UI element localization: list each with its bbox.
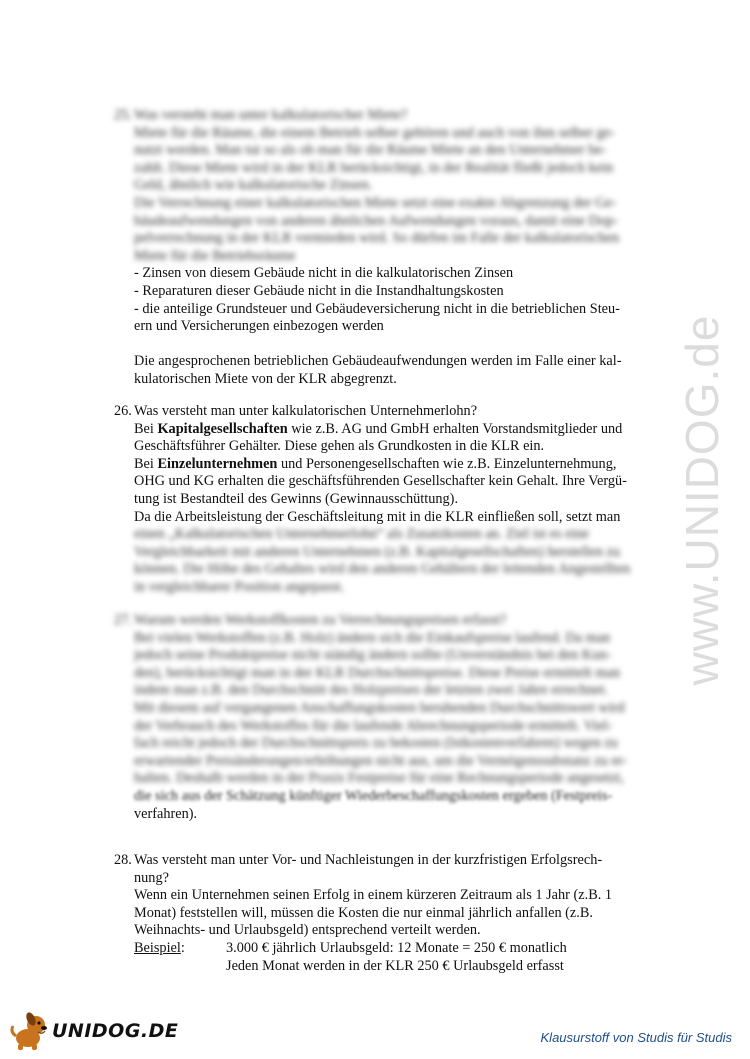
text-line: Bei vielen Werkstoffen (z.B. Holz) ändern sich die Einkaufspreise laufend. Da man	[134, 629, 611, 646]
text-line: pelverrechnung in der KLR vermieden wird. So dürfen im Falle der kalkulatorischen	[134, 230, 620, 247]
example-text: Jeden Monat werden in der KLR 250 € Urlaubsgeld erfasst	[226, 957, 564, 974]
text-line: kulatorischen Miete von der KLR abgegrenzt.	[134, 370, 397, 387]
text-line: Monat) feststellen will, müssen die Kosten die nur einmal jährlich anfallen (z.B.	[134, 904, 593, 921]
example-text: 3.000 € jährlich Urlaubsgeld: 12 Monate = 250 € monatlich	[226, 939, 567, 956]
text-line: Bei Einzelunternehmen und Personengesellschaften wie z.B. Einzelunternehmung,	[134, 455, 617, 472]
question-26	[114, 403, 654, 597]
text-line: nutzt werden. Man tut so als ob man für die Räume Miete an den Unternehmer be-	[134, 142, 607, 159]
text-line: in vergleichbarer Position angepasst.	[134, 578, 345, 595]
text-line: Warum werden Werkstoffkosten zu Verrechnungspreisen erfasst?	[134, 612, 507, 628]
text-line: ern und Versicherungen einbezogen werden	[134, 318, 384, 335]
dog-icon	[8, 1008, 52, 1052]
blurred-paragraph	[134, 612, 654, 788]
text-line: indem man z.B. den Durchschnitt des Holzpreises der letzten zwei Jahre errechnet.	[134, 682, 608, 699]
logo-text: UNIDOG.DE	[52, 1020, 179, 1042]
text-line: zahlt. Diese Miete wird in der KLR berücksichtigt, in der Realität fließt jedoch kein	[134, 159, 614, 176]
text-line: Die angesprochenen betrieblichen Gebäudeaufwendungen werden im Falle einer kal-	[134, 353, 622, 370]
text-line: Da die Arbeitsleistung der Geschäftsleitung mit in die KLR einfließen soll, setzt man	[134, 508, 621, 525]
question-number: 27.	[114, 612, 132, 628]
footer-tagline: Klausurstoff von Studis für Studis	[540, 1030, 732, 1045]
text-line: Wenn ein Unternehmen seinen Erfolg in einem kürzeren Zeitraum als 1 Jahr (z.B. 1	[134, 887, 613, 904]
question-text: nung?	[134, 869, 169, 886]
text-line: können. Die Höhe des Gehaltes wird den anderen Gehältern der leitenden Angestellten	[134, 561, 631, 578]
text-line: Geld, ähnlich wie kalkulatorische Zinsen.	[134, 177, 373, 194]
text-line: Miete für die Räume, die einem Betrieb selber gehören und auch von ihm selber ge-	[134, 124, 615, 141]
bold-term: Einzelunternehmen	[157, 455, 278, 472]
text-line: den), berücksichtigt man in der KLR Durchschnittspreise. Diese Preise ermittelt man	[134, 664, 620, 681]
text-line: der Verbrauch des Werkstoffes für die laufende Abrechnungsperiode ermittelt. Viel-	[134, 717, 613, 734]
watermark-text: www.UNIDOG.de	[676, 314, 728, 686]
question-number: 25.	[114, 107, 132, 123]
watermark	[672, 270, 732, 730]
text-line: tung ist Bestandteil des Gewinns (Gewinnausschüttung).	[134, 490, 459, 507]
blurred-paragraph	[134, 107, 654, 265]
unidog-logo[interactable]	[8, 1008, 179, 1052]
example-line: Beispiel: 3.000 € jährlich Urlaubsgeld: 12 Monate = 250 € monatlich	[134, 939, 567, 956]
text-line: jedoch seine Produktpreise nicht ständig ändern sollte (Unverständnis bei den Kun-	[134, 647, 612, 664]
question-28	[114, 852, 654, 975]
question-text: Was versteht man unter Vor- und Nachleistungen in der kurzfristigen Erfolgsrech-	[134, 852, 603, 868]
text-line: Bei Kapitalgesellschaften wie z.B. AG und GmbH erhalten Vorstandsmitglieder und	[134, 420, 623, 437]
text-line: erwartender Preisänderungen/erhöhungen nicht aus, um die Vermögenssubstanz zu er-	[134, 752, 627, 769]
example-line	[134, 958, 654, 976]
text-line: einen „Kalkulatorischen Unternehmerlohn“ als Zusatzkosten an. Ziel ist es eine	[134, 526, 589, 543]
text-line: Mit diesem auf vergangenen Anschaffungskosten beruhenden Durchschnittswert wird	[134, 699, 625, 716]
question-text: Was versteht man unter kalkulatorischen Unternehmerlohn?	[134, 403, 478, 419]
text-line: Geschäftsführer Gehälter. Diese gehen als Grundkosten in die KLR ein.	[134, 438, 545, 455]
text-line: - Zinsen von diesem Gebäude nicht in die kalkulatorischen Zinsen	[134, 265, 514, 282]
text-line: halten. Deshalb werden in der Praxis Festpreise für eine Rechnungsperiode angesetzt,	[134, 770, 624, 787]
text-line: OHG und KG erhalten die geschäftsführenden Gesellschafter kein Gehalt. Ihre Vergü-	[134, 473, 627, 490]
question-number: 28.	[114, 852, 132, 868]
example-label: Beispiel	[134, 939, 181, 956]
question-number: 26.	[114, 403, 132, 419]
text-line: Vergleichbarkeit mit anderen Unternehmen (z.B. Kapitalgesellschaften) herstellen zu	[134, 543, 621, 560]
question-25	[114, 107, 654, 389]
text-line: - die anteilige Grundsteuer und Gebäudeversicherung nicht in die betrieblichen Steu-	[134, 300, 620, 317]
text-line: - Reparaturen dieser Gebäude nicht in die Instandhaltungskosten	[134, 282, 504, 299]
text-line: verfahren).	[134, 805, 198, 822]
text-line: bäudeaufwendungen von anderen ähnlichen Aufwendungen voraus, damit eine Dop-	[134, 212, 618, 229]
text-line: Weihnachts- und Urlaubsgeld) entsprechend verteilt werden.	[134, 922, 481, 939]
text-line: Die Verrechnung einer kalkulatorischen Miete setzt eine exakte Abgrenzung der Ge-	[134, 194, 617, 211]
bold-term: Kapitalgesellschaften	[157, 420, 288, 437]
question-27	[114, 612, 654, 823]
text-line: Miete für die Betriebsräume	[134, 247, 296, 264]
text-line: Was versteht man unter kalkulatorischer Miete?	[134, 107, 408, 123]
blurred-paragraph	[134, 526, 654, 596]
text-line: fach reicht jedoch der Durchschnittspreis zu bekosten (Istkostenverfahren) wegen zu	[134, 735, 618, 752]
text-line: die sich aus der Schätzung künftiger Wiederbeschaffungskosten ergeben (Festpreis-	[134, 787, 613, 804]
